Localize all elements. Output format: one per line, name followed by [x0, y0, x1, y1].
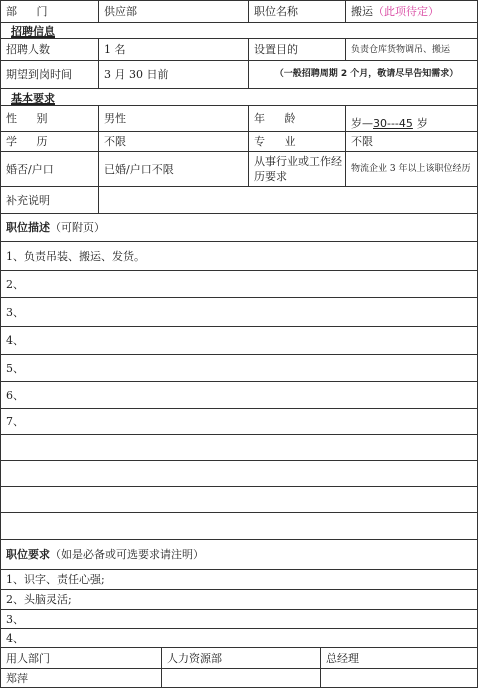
- duty-line[interactable]: [0, 512, 478, 539]
- duty-text: 7、: [6, 415, 24, 428]
- signoff-gm-label: 总经理: [320, 648, 479, 668]
- duty-line[interactable]: [0, 241, 478, 270]
- signoff-hr-label: 人力资源部: [161, 648, 320, 668]
- requirement-line[interactable]: [0, 569, 478, 589]
- position-label: 职位名称: [248, 1, 345, 22]
- edu-value[interactable]: 不限: [98, 132, 248, 151]
- requirement-line[interactable]: [0, 628, 478, 647]
- date-label: 期望到岗时间: [6, 68, 72, 81]
- requirements-note: （如是必备或可选要求请注明）: [50, 548, 204, 561]
- duty-line[interactable]: [0, 486, 478, 512]
- section-basic: [0, 88, 478, 105]
- dept-label: 部 门: [6, 5, 56, 18]
- duty-line[interactable]: [0, 270, 478, 297]
- duty-text: 5、: [6, 361, 24, 375]
- duty-text: [1, 435, 479, 460]
- signoff-gm-signature[interactable]: [320, 669, 479, 687]
- requirement-line[interactable]: [0, 609, 478, 628]
- duty-text: [1, 513, 479, 539]
- requirement-text: 3、: [6, 612, 24, 626]
- row-count: [0, 38, 478, 60]
- recruit-title: 招聘信息: [11, 25, 55, 38]
- marital-label: 婚否/户口: [6, 162, 54, 176]
- duty-line[interactable]: [0, 326, 478, 354]
- extra-value[interactable]: [98, 187, 479, 213]
- signoff-dept-label: 用人部门: [6, 651, 50, 665]
- row-date: [0, 60, 478, 88]
- marital-value[interactable]: 已婚/户口不限: [98, 152, 248, 186]
- row-department: [0, 0, 478, 22]
- requirements-title: 职位要求 （如是必备或可选要求请注明）: [6, 548, 204, 561]
- dept-value[interactable]: 供应部: [98, 1, 248, 22]
- requirement-text: 4、: [6, 631, 24, 645]
- purpose-value[interactable]: 负责仓库货物调吊、搬运: [345, 39, 479, 60]
- age-value[interactable]: 岁— 30---45 岁: [345, 106, 479, 131]
- gender-value[interactable]: 男性: [98, 106, 248, 131]
- position-value[interactable]: 搬运 （此项待定）: [345, 1, 479, 22]
- purpose-label: 设置目的: [248, 39, 345, 60]
- basic-title: 基本要求: [11, 92, 55, 105]
- duty-text: [1, 461, 479, 486]
- duty-text: 1、负责吊装、搬运、发货。: [6, 249, 145, 263]
- row-signoff-labels: [0, 647, 478, 668]
- row-signoff-signatures: [0, 668, 478, 688]
- date-value[interactable]: 3 月 30 日前: [98, 61, 248, 88]
- row-gender: [0, 105, 478, 131]
- duty-text: [1, 487, 479, 512]
- row-education: [0, 131, 478, 151]
- experience-label: 从事行业或工作经历要求: [248, 152, 345, 186]
- major-value[interactable]: 不限: [345, 132, 479, 151]
- signoff-dept-signature[interactable]: 郑萍: [6, 671, 28, 685]
- section-recruit: [0, 22, 478, 38]
- duty-text: 6、: [6, 388, 24, 402]
- count-label: 招聘人数: [6, 43, 50, 56]
- date-note: （一般招聘周期 2 个月，敬请尽早告知需求）: [248, 61, 479, 88]
- major-label: 专 业: [248, 132, 345, 151]
- edu-label: 学 历: [6, 135, 56, 148]
- row-extra: [0, 186, 478, 213]
- duty-text: 3、: [6, 305, 24, 319]
- age-label: 年 龄: [248, 106, 345, 131]
- duty-text: 4、: [6, 334, 24, 347]
- count-value[interactable]: 1 名: [98, 39, 248, 60]
- section-duties: [0, 213, 478, 241]
- requirement-text: 1、识字、责任心强;: [6, 573, 105, 586]
- experience-value[interactable]: 物流企业 3 年以上该职位经历: [345, 152, 479, 186]
- duty-line[interactable]: [0, 297, 478, 326]
- extra-label: 补充说明: [6, 193, 50, 207]
- duty-line[interactable]: [0, 434, 478, 460]
- duties-title: 职位描述 （可附页）: [6, 221, 105, 234]
- duties-note: （可附页）: [50, 221, 105, 234]
- signoff-hr-signature[interactable]: [161, 669, 320, 687]
- row-marital: [0, 151, 478, 186]
- duty-text: 2、: [6, 277, 24, 291]
- duty-line[interactable]: [0, 460, 478, 486]
- requirement-text: 2、头脑灵活;: [6, 593, 72, 606]
- section-requirements: [0, 539, 478, 569]
- duty-line[interactable]: [0, 354, 478, 381]
- duty-line[interactable]: [0, 381, 478, 408]
- requirement-line[interactable]: [0, 589, 478, 609]
- duty-line[interactable]: [0, 408, 478, 434]
- gender-label: 性 别: [6, 112, 56, 125]
